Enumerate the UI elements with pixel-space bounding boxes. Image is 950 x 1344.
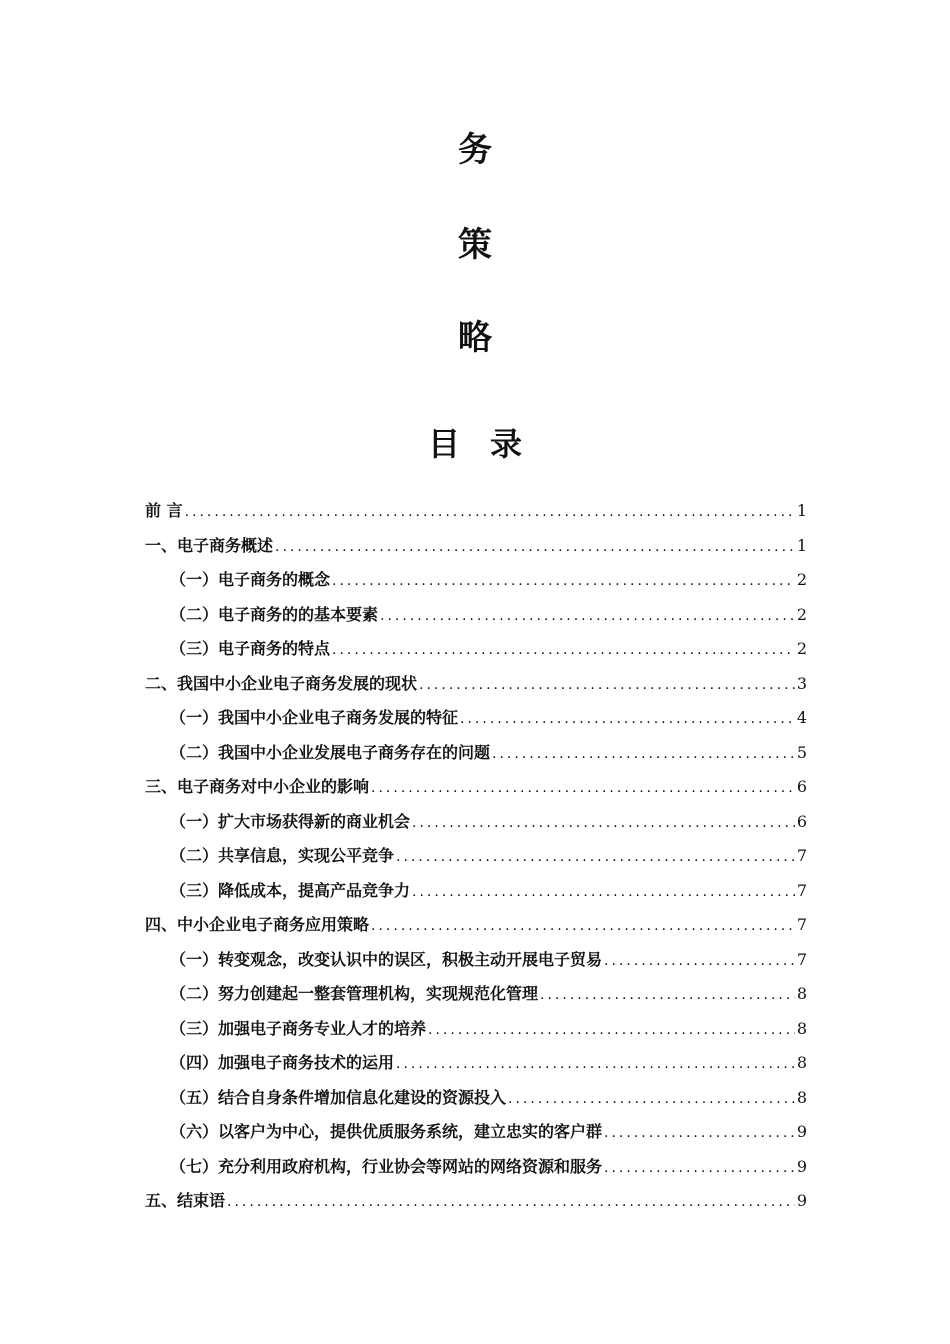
toc-dot-leader — [227, 1185, 795, 1220]
toc-dot-leader — [380, 599, 795, 634]
toc-dot-leader — [412, 875, 795, 910]
toc-entry[interactable] — [145, 563, 807, 598]
toc-entry-page-number: 1 — [796, 535, 807, 555]
toc-entry-title: （二）共享信息，实现公平竞争 — [170, 846, 395, 865]
toc-entry-page-number: 2 — [796, 570, 807, 589]
toc-entry-title: 五、结束语 — [145, 1191, 226, 1210]
toc-entry-title: （三）降低成本，提高产品竞争力 — [170, 880, 411, 900]
toc-entry[interactable] — [145, 494, 807, 529]
toc-entry[interactable] — [145, 977, 807, 1012]
toc-entry[interactable] — [145, 1081, 807, 1116]
toc-dot-leader — [332, 564, 795, 599]
title-line-2: 策 — [458, 225, 492, 265]
toc-dot-leader — [460, 702, 795, 737]
toc-entry-page-number: 7 — [796, 846, 807, 865]
toc-dot-leader — [185, 495, 795, 530]
toc-entry-page-number: 2 — [796, 604, 807, 624]
toc-entry-page-number: 8 — [796, 1087, 807, 1107]
toc-entry-page-number: 7 — [796, 880, 807, 900]
toc-entry[interactable] — [145, 1150, 807, 1185]
toc-entry-page-number: 5 — [796, 742, 807, 762]
toc-entry-title: （四）加强电子商务技术的运用 — [170, 1053, 395, 1072]
toc-entry-page-number: 9 — [796, 1122, 807, 1141]
title-line-1: 务 — [458, 130, 492, 170]
toc-entry-page-number: 6 — [796, 811, 807, 831]
toc-entry-title: （一）转变观念，改变认识中的误区，积极主动开展电子贸易 — [170, 949, 603, 969]
toc-entry-page-number: 1 — [796, 501, 807, 520]
title-line-3: 略 — [458, 318, 492, 358]
toc-entry-page-number: 8 — [796, 984, 807, 1003]
toc-entry-title: （一）扩大市场获得新的商业机会 — [170, 811, 411, 831]
toc-entry[interactable] — [145, 943, 807, 978]
toc-heading: 目录 — [427, 425, 552, 463]
toc-entry[interactable] — [145, 908, 807, 943]
toc-entry-page-number: 9 — [796, 1156, 807, 1176]
toc-entry-page-number: 7 — [796, 949, 807, 969]
toc-dot-leader — [604, 1116, 795, 1151]
toc-entry[interactable] — [145, 805, 807, 840]
toc-entry[interactable] — [145, 1046, 807, 1081]
toc-entry-title: 四、中小企业电子商务应用策略 — [145, 915, 370, 934]
toc-entry[interactable] — [145, 598, 807, 633]
toc-dot-leader — [428, 1013, 795, 1048]
toc-entry[interactable] — [145, 1012, 807, 1047]
toc-entry[interactable] — [145, 632, 807, 667]
toc-dot-leader — [332, 633, 795, 668]
toc-entry-page-number: 9 — [796, 1191, 807, 1210]
toc-entry-title: （二）我国中小企业发展电子商务存在的问题 — [170, 742, 491, 762]
toc-entry[interactable] — [145, 529, 807, 564]
toc-dot-leader — [396, 1047, 795, 1082]
table-of-contents — [145, 494, 807, 1219]
toc-entry-title: 一、电子商务概述 — [145, 535, 274, 555]
toc-dot-leader — [508, 1082, 795, 1117]
toc-entry-title: 前 言 — [145, 501, 183, 520]
toc-entry[interactable] — [145, 1184, 807, 1219]
toc-dot-leader — [371, 909, 795, 944]
toc-entry-title: （二）努力创建起一整套管理机构，实现规范化管理 — [170, 984, 539, 1003]
toc-entry-page-number: 3 — [796, 673, 807, 693]
toc-entry-title: 三、电子商务对中小企业的影响 — [145, 777, 370, 796]
toc-entry[interactable] — [145, 701, 807, 736]
toc-dot-leader — [275, 530, 795, 565]
toc-dot-leader — [604, 1151, 795, 1186]
toc-dot-leader — [412, 806, 795, 841]
toc-entry[interactable] — [145, 874, 807, 909]
toc-entry-title: （五）结合自身条件增加信息化建设的资源投入 — [170, 1087, 507, 1107]
toc-entry-title: （六）以客户为中心，提供优质服务系统，建立忠实的客户群 — [170, 1122, 603, 1141]
toc-entry[interactable] — [145, 770, 807, 805]
toc-entry-title: （一）我国中小企业电子商务发展的特征 — [170, 708, 459, 727]
toc-entry-page-number: 6 — [796, 777, 807, 796]
toc-dot-leader — [396, 840, 795, 875]
toc-dot-leader — [419, 668, 795, 703]
toc-entry[interactable] — [145, 839, 807, 874]
toc-entry-title: （二）电子商务的的基本要素 — [170, 604, 379, 624]
toc-entry-page-number: 2 — [796, 639, 807, 658]
toc-entry-page-number: 4 — [796, 708, 807, 727]
toc-dot-leader — [540, 978, 795, 1013]
toc-dot-leader — [371, 771, 795, 806]
toc-dot-leader — [492, 737, 795, 772]
toc-dot-leader — [604, 944, 795, 979]
toc-entry[interactable] — [145, 736, 807, 771]
toc-entry-page-number: 8 — [796, 1018, 807, 1038]
toc-entry-page-number: 7 — [796, 915, 807, 934]
toc-entry[interactable] — [145, 1115, 807, 1150]
toc-entry-title: （三）加强电子商务专业人才的培养 — [170, 1018, 427, 1038]
toc-entry-page-number: 8 — [796, 1053, 807, 1072]
toc-entry-title: （一）电子商务的概念 — [170, 570, 331, 589]
toc-entry[interactable] — [145, 667, 807, 702]
toc-entry-title: （三）电子商务的特点 — [170, 639, 331, 658]
toc-entry-title: （七）充分利用政府机构，行业协会等网站的网络资源和服务 — [170, 1156, 603, 1176]
toc-entry-title: 二、我国中小企业电子商务发展的现状 — [145, 673, 418, 693]
